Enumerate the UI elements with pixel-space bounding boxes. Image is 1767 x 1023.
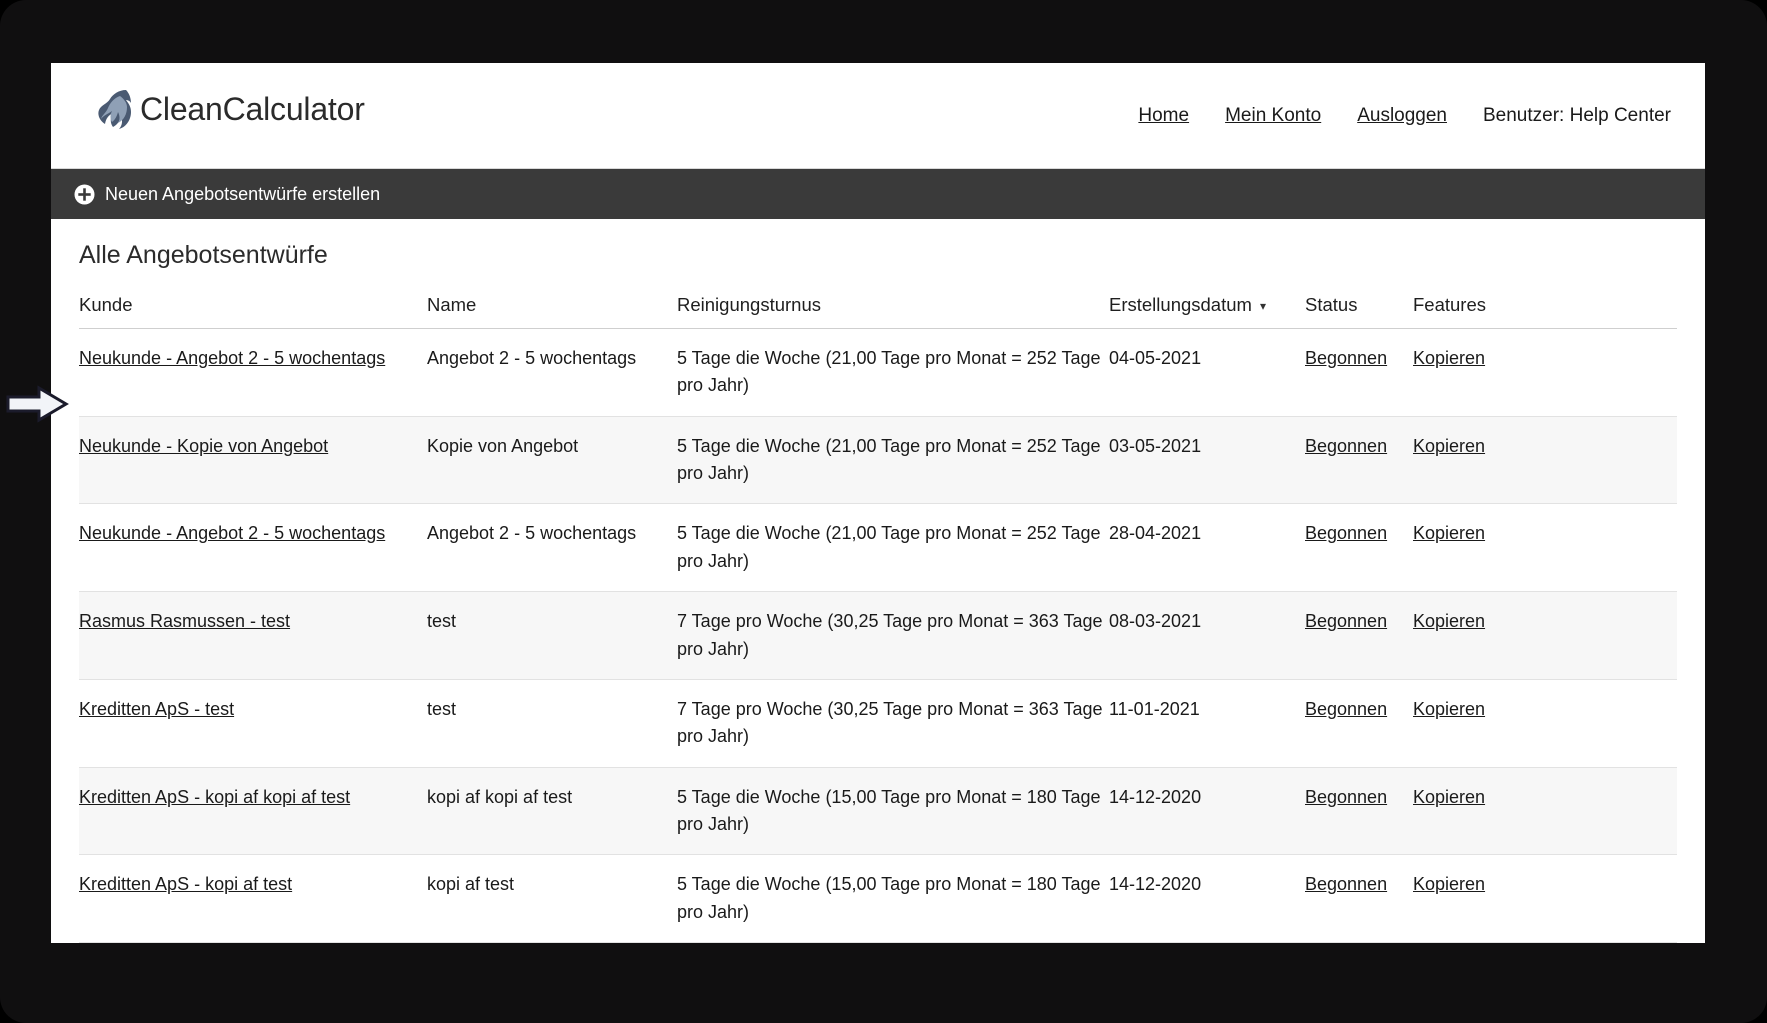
cell-kunde xyxy=(79,504,427,592)
column-header-reinigungsturnus[interactable]: Reinigungsturnus xyxy=(677,288,1109,329)
cell-reinigungsturnus: 7 Tage pro Woche (30,25 Tage pro Monat = 363 Tage pro Jahr) xyxy=(677,592,1109,680)
cell-kunde xyxy=(79,767,427,855)
draft-link[interactable]: Kreditten ApS - kopi af kopi af test xyxy=(79,786,351,807)
cell-kunde xyxy=(79,416,427,504)
cell-reinigungsturnus: 5 Tage die Woche (21,00 Tage pro Monat = 252 Tage pro Jahr) xyxy=(677,504,1109,592)
copy-link[interactable]: Kopieren xyxy=(1413,435,1486,456)
brand-name: CleanCalculator xyxy=(140,90,365,127)
cell-name: Angebot 2 - 5 wochentags xyxy=(427,504,677,592)
plus-circle-icon xyxy=(74,184,95,205)
cell-name: Angebot 2 - 5 wochentags xyxy=(427,329,677,417)
cell-erstellungsdatum: 14-12-2020 xyxy=(1109,767,1305,855)
cell-kunde xyxy=(79,855,427,943)
cell-erstellungsdatum: 04-05-2021 xyxy=(1109,329,1305,417)
cell-erstellungsdatum: 28-04-2021 xyxy=(1109,504,1305,592)
cell-name: test xyxy=(427,679,677,767)
status-link[interactable]: Begonnen xyxy=(1305,611,1388,632)
table-body xyxy=(79,329,1677,943)
table-row xyxy=(79,329,1677,417)
site-header xyxy=(51,63,1705,169)
cell-status xyxy=(1305,592,1413,680)
table-row xyxy=(79,416,1677,504)
table-row xyxy=(79,504,1677,592)
copy-link[interactable]: Kopieren xyxy=(1413,874,1486,895)
nav-mein-konto[interactable]: Mein Konto xyxy=(1225,105,1322,126)
cell-erstellungsdatum: 03-05-2021 xyxy=(1109,416,1305,504)
cell-status xyxy=(1305,679,1413,767)
cell-status xyxy=(1305,767,1413,855)
cell-features xyxy=(1413,329,1677,417)
table-row xyxy=(79,592,1677,680)
create-draft-label: Neuen Angebotsentwürfe erstellen xyxy=(105,183,381,204)
table-row xyxy=(79,767,1677,855)
cell-features xyxy=(1413,855,1677,943)
arrow-right-pointer-icon xyxy=(6,384,68,424)
table-row xyxy=(79,855,1677,943)
drafts-table xyxy=(79,288,1677,943)
column-header-erstellungsdatum[interactable] xyxy=(1109,288,1305,329)
draft-link[interactable]: Neukunde - Angebot 2 - 5 wochentags xyxy=(79,348,386,368)
copy-link[interactable]: Kopieren xyxy=(1413,698,1486,719)
cell-reinigungsturnus: 5 Tage die Woche (21,00 Tage pro Monat = 252 Tage pro Jahr) xyxy=(677,416,1109,504)
bird-logo-icon xyxy=(96,87,134,131)
copy-link[interactable]: Kopieren xyxy=(1413,786,1486,807)
cell-kunde xyxy=(79,679,427,767)
cell-name: kopi af kopi af test xyxy=(427,767,677,855)
cell-reinigungsturnus: 7 Tage pro Woche (30,25 Tage pro Monat = 363 Tage pro Jahr) xyxy=(677,679,1109,767)
column-header-erstellungsdatum-label: Erstellungsdatum xyxy=(1109,294,1252,315)
cell-erstellungsdatum: 14-12-2020 xyxy=(1109,855,1305,943)
browser-page xyxy=(51,63,1705,922)
status-link[interactable]: Begonnen xyxy=(1305,523,1388,544)
cell-reinigungsturnus: 5 Tage die Woche (21,00 Tage pro Monat = 252 Tage pro Jahr) xyxy=(677,329,1109,417)
cell-status xyxy=(1305,855,1413,943)
cell-status xyxy=(1305,329,1413,417)
copy-link[interactable]: Kopieren xyxy=(1413,611,1486,632)
draft-link[interactable]: Rasmus Rasmussen - test xyxy=(79,611,291,632)
column-header-kunde[interactable]: Kunde xyxy=(79,288,427,329)
cell-features xyxy=(1413,416,1677,504)
cell-features xyxy=(1413,592,1677,680)
copy-link[interactable]: Kopieren xyxy=(1413,348,1486,368)
copy-link[interactable]: Kopieren xyxy=(1413,523,1486,544)
cell-name: Kopie von Angebot xyxy=(427,416,677,504)
user-label: Benutzer: Help Center xyxy=(1483,105,1671,126)
cell-features xyxy=(1413,679,1677,767)
create-draft-button[interactable] xyxy=(51,169,1705,219)
chevron-down-icon: ▾ xyxy=(1259,299,1266,314)
cell-reinigungsturnus: 5 Tage die Woche (15,00 Tage pro Monat = 180 Tage pro Jahr) xyxy=(677,767,1109,855)
column-header-name[interactable]: Name xyxy=(427,288,677,329)
cell-features xyxy=(1413,767,1677,855)
cell-status xyxy=(1305,416,1413,504)
content-area xyxy=(51,219,1705,943)
cell-name: test xyxy=(427,592,677,680)
status-link[interactable]: Begonnen xyxy=(1305,786,1388,807)
cell-erstellungsdatum: 11-01-2021 xyxy=(1109,679,1305,767)
draft-link[interactable]: Neukunde - Angebot 2 - 5 wochentags xyxy=(79,523,386,544)
status-link[interactable]: Begonnen xyxy=(1305,435,1388,456)
cell-name: kopi af test xyxy=(427,855,677,943)
table-header-row xyxy=(79,288,1677,329)
draft-link[interactable]: Kreditten ApS - test xyxy=(79,698,235,719)
column-header-status[interactable]: Status xyxy=(1305,288,1413,329)
nav-home[interactable]: Home xyxy=(1138,105,1190,126)
table-row xyxy=(79,679,1677,767)
brand[interactable] xyxy=(96,87,365,131)
table-header xyxy=(79,288,1677,329)
status-link[interactable]: Begonnen xyxy=(1305,698,1388,719)
draft-link[interactable]: Kreditten ApS - kopi af test xyxy=(79,874,293,895)
draft-link[interactable]: Neukunde - Kopie von Angebot xyxy=(79,435,329,456)
cell-status xyxy=(1305,504,1413,592)
cell-kunde xyxy=(79,592,427,680)
status-link[interactable]: Begonnen xyxy=(1305,348,1388,368)
nav-ausloggen[interactable]: Ausloggen xyxy=(1357,105,1447,126)
page-title: Alle Angebotsentwürfe xyxy=(79,241,328,269)
main-nav xyxy=(1138,105,1671,127)
cell-reinigungsturnus: 5 Tage die Woche (15,00 Tage pro Monat = 180 Tage pro Jahr) xyxy=(677,855,1109,943)
cell-features xyxy=(1413,504,1677,592)
cell-kunde xyxy=(79,329,427,417)
status-link[interactable]: Begonnen xyxy=(1305,874,1388,895)
column-header-features[interactable]: Features xyxy=(1413,288,1677,329)
cell-erstellungsdatum: 08-03-2021 xyxy=(1109,592,1305,680)
